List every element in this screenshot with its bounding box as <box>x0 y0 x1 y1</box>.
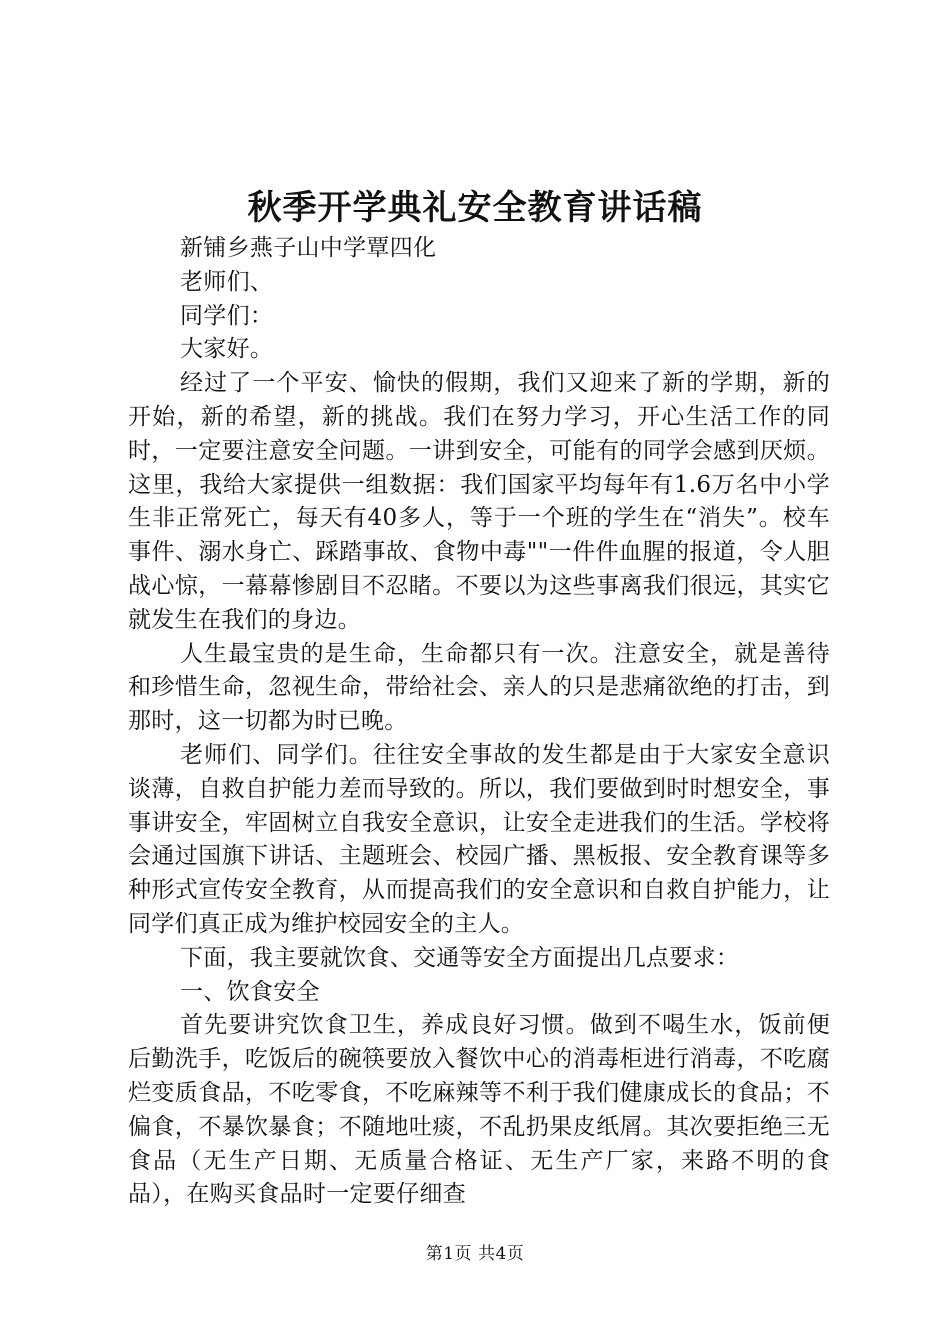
body-paragraph: 下面，我主要就饮食、交通等安全方面提出几点要求： <box>180 944 740 971</box>
salutation-teachers: 老师们、 <box>180 268 274 295</box>
page-number-footer: 第1页 共4页 <box>425 1244 525 1264</box>
body-paragraph: 首先要讲究饮食卫生，养成良好习惯。做到不喝生水，饭前便后勤洗手，吃饭后的碗筷要放入餐饮中心的消毒柜进行消毒，不吃腐烂变质食品，不吃零食，不吃麻辣等不利于我们健康成长的食品；不偏食，不暴饮暴食；不随地吐痰，不乱扔果皮纸屑。其次要拒绝三无食品（无生产日期、无质量合格证、无生产厂家，来路不明的食品），在购买食品时一定要仔细查 <box>128 1012 830 1208</box>
section-heading: 一、饮食安全 <box>180 978 320 1005</box>
author-line: 新铺乡燕子山中学覃四化 <box>180 235 437 261</box>
document-body <box>128 232 830 1212</box>
body-paragraph: 经过了一个平安、愉快的假期，我们又迎来了新的学期，新的开始，新的希望，新的挑战。我们在努力学习，开心生活工作的同时，一定要注意安全问题。一讲到安全，可能有的同学会感到厌烦。这里，我给大家提供一组数据：我们国家平均每年有1.6万名中小学生非正常死亡，每天有40多人，等于一个班的学生在“消失”。校车事件、溺水身亡、踩踏事故、食物中毒""一件件血腥的报道，令人胆战心惊，一幕幕惨剧目不忍睹。不要以为这些事离我们很远，其实它就发生在我们的身边。 <box>128 370 830 633</box>
body-paragraph: 老师们、同学们。往往安全事故的发生都是由于大家安全意识谈薄，自救自护能力差而导致的。所以，我们要做到时时想安全，事事讲安全，牢固树立自我安全意识，让安全走进我们的生活。学校将会通过国旗下讲话、主题班会、校园广播、黑板报、安全教育课等多种形式宣传安全教育，从而提高我们的安全意识和自救自护能力，让同学们真正成为维护校园安全的主人。 <box>128 741 830 937</box>
greeting: 大家好。 <box>180 336 274 363</box>
salutation-students: 同学们： <box>180 302 274 329</box>
document-title: 秋季开学典礼安全教育讲话稿 <box>247 188 703 228</box>
body-paragraph: 人生最宝贵的是生命，生命都只有一次。注意安全，就是善待和珍惜生命，忽视生命，带给社会、亲人的只是悲痛欲绝的打击，到那时，这一切都为时已晚。 <box>128 640 830 735</box>
